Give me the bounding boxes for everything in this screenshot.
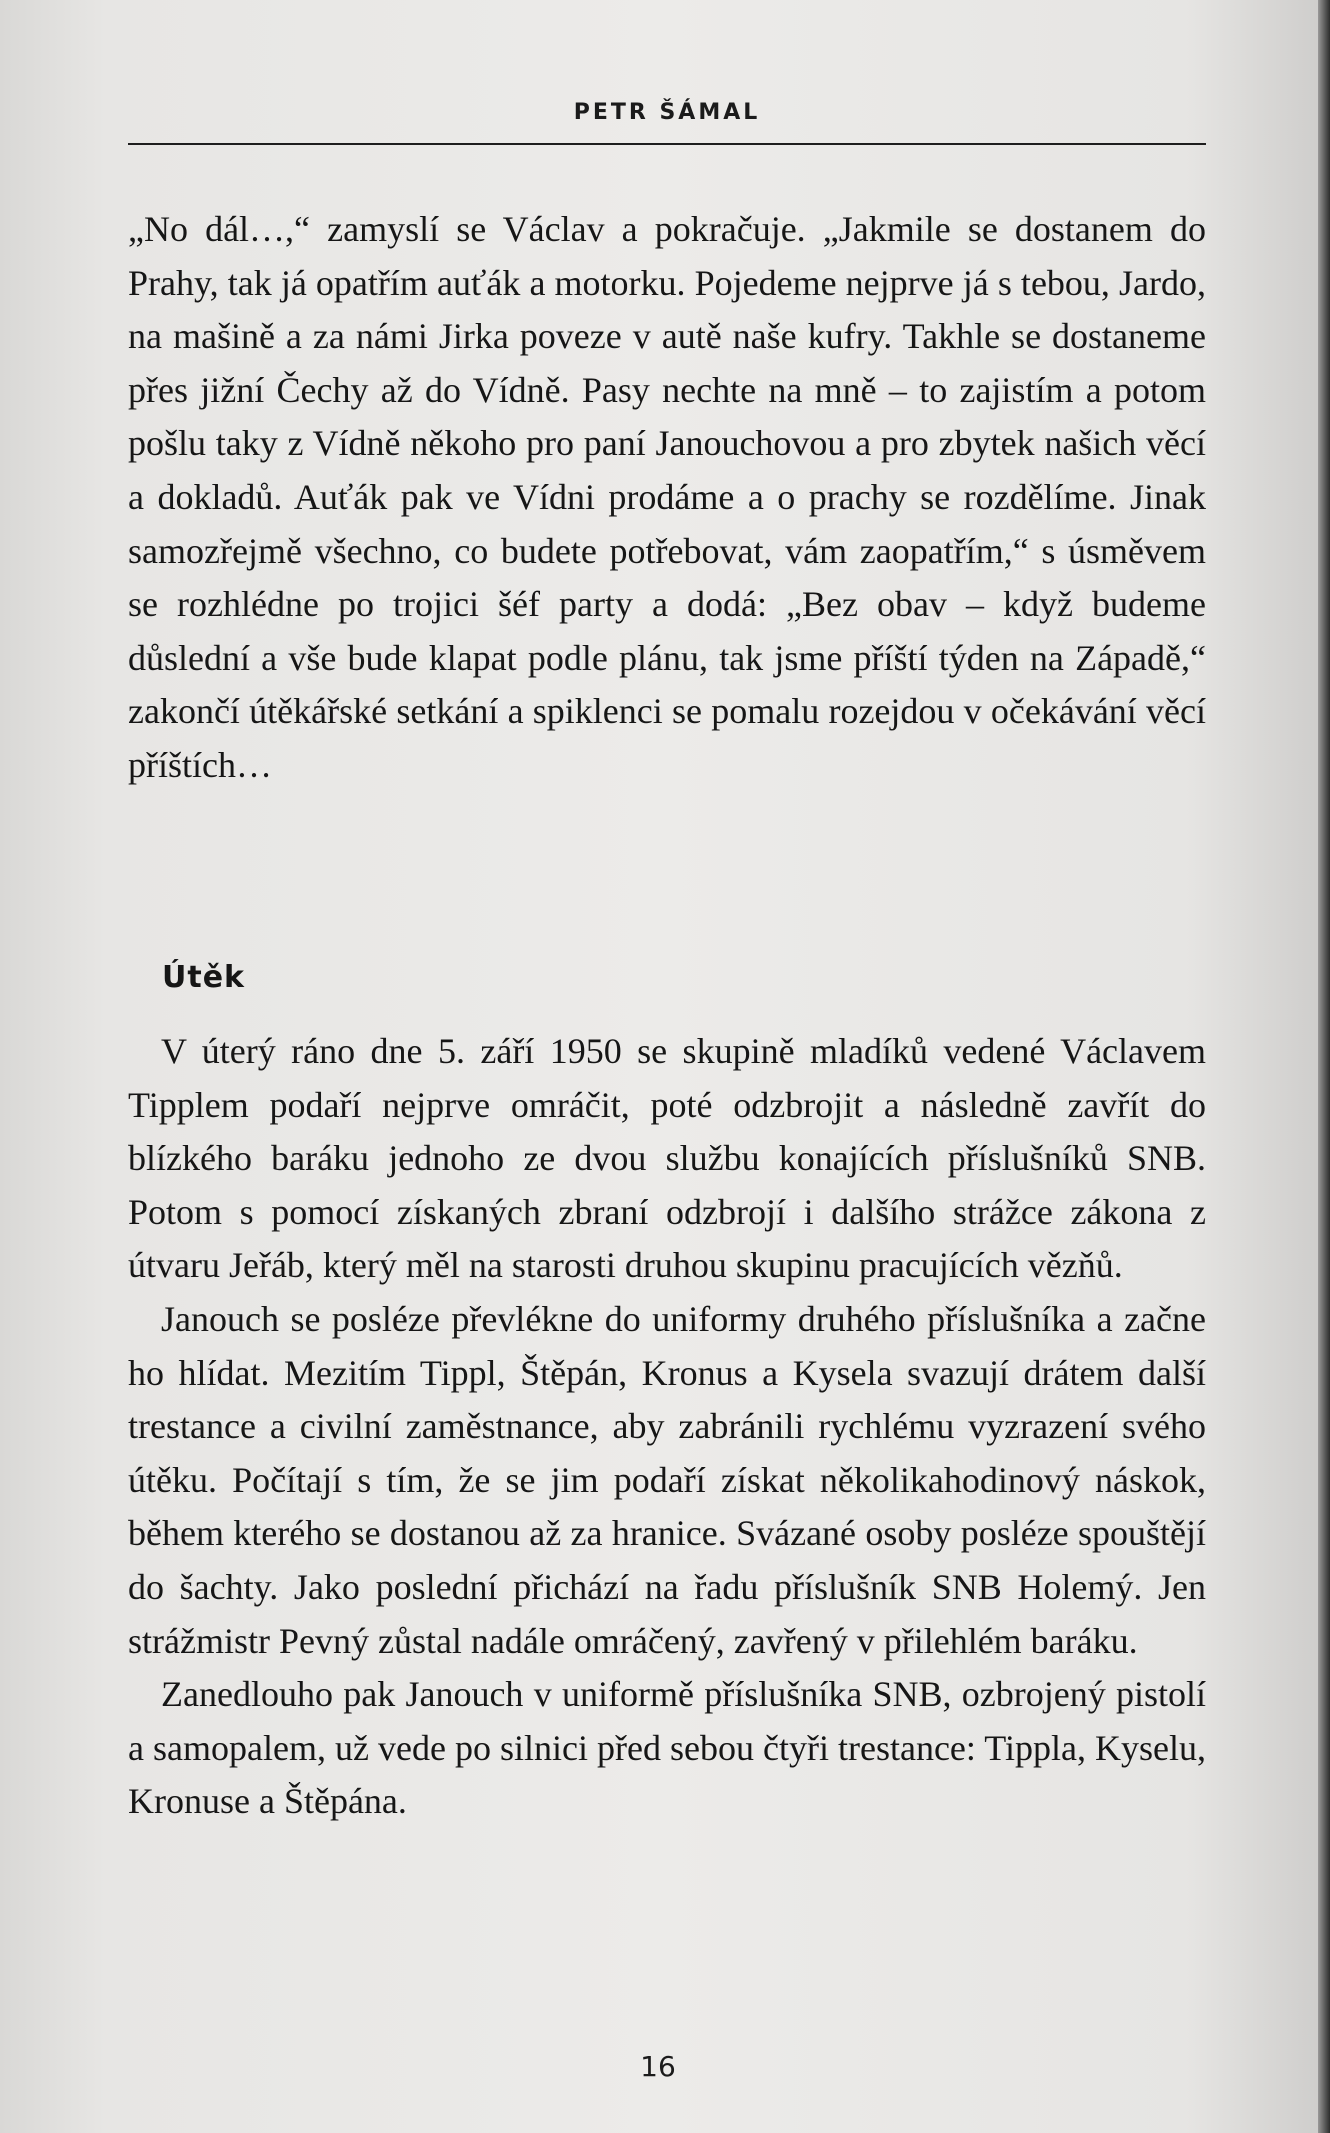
section-paragraph: V úterý ráno dne 5. září 1950 se skupině mladíků vedené Václavem Tipplem podaří nejprve omráčit, poté odzbrojit a následně zavřít do blízkého baráku jednoho ze dvou službu konajících příslušníků SNB. Potom s pomocí získaných zbraní odzbrojí i dalšího strážce zákona z útvaru Jeřáb, který měl na starosti druhou skupinu pracujících vězňů. — [128, 1031, 1206, 1286]
section-paragraph: Zanedlouho pak Janouch v uniformě příslušníka SNB, ozbrojený pistolí a samopalem, už vede po silnici před sebou čtyři trestance: Tippla, Kyselu, Kronuse a Štěpána. — [128, 1674, 1206, 1822]
section-heading: Útěk — [162, 960, 245, 995]
running-header: PETR ŠÁMAL — [573, 100, 761, 125]
section-paragraph: Janouch se posléze převlékne do uniformy druhého příslušníka a začne ho hlídat. Mezitím Tippl, Štěpán, Kronus a Kysela svazují drátem další trestance a civilní zaměstnance, aby zabránili rychlému vyzrazení svého útěku. Počítají s tím, že se jim podaří získat několikahodinový náskok, během kterého se dostanou až za hranice. Svázané osoby posléze spouštějí do šachty. Jako poslední přichází na řadu příslušník SNB Holemý. Jen strážmistr Pevný zůstal nadále omráčený, zavřený v přilehlém baráku. — [128, 1298, 1206, 1661]
page-edge-shadow — [1318, 0, 1330, 2133]
header-rule — [128, 143, 1206, 145]
page-number: 16 — [640, 2050, 676, 2083]
paragraph-intro: „No dál…,“ zamyslí se Václav a pokračuje. „Jakmile se dostanem do Prahy, tak já opatřím auťák a motorku. Pojedeme nejprve já s tebou, Jardo, na mašině a za námi Jirka poveze v autě naše kufry. Takhle se dostaneme přes jižní Čechy až do Vídně. Pasy nechte na mně – to zajistím a potom pošlu taky z Vídně někoho pro paní Janouchovou a pro zbytek našich věcí a dokladů. Auťák pak ve Vídni prodáme a o prachy se rozdělíme. Jinak samozřejmě všechno, co budete potřebovat, vám zaopatřím,“ s úsměvem se rozhlédne po trojici šéf party a dodá: „Bez obav – když budeme důslední a vše bude klapat podle plánu, tak jsme příští týden na Západě,“ zakončí útěkářské setkání a spiklenci se pomalu rozejdou v očekávání věcí příštích… — [128, 209, 1206, 785]
section-body — [128, 1025, 1206, 1829]
